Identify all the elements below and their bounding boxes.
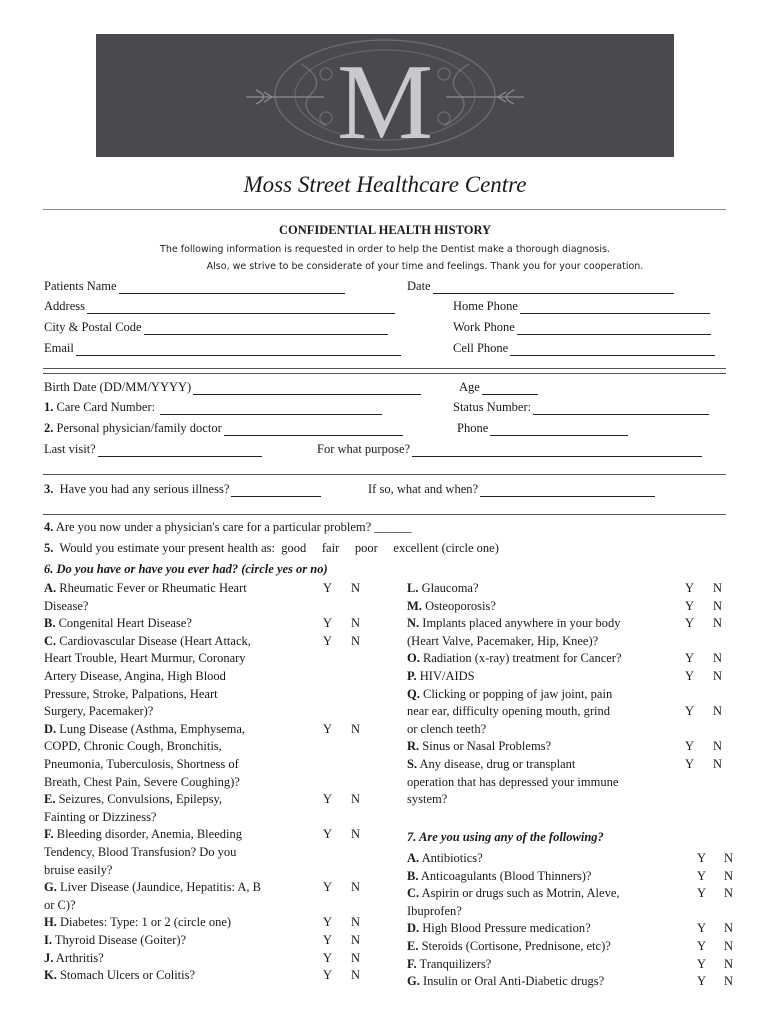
yes-option[interactable]: Y bbox=[685, 616, 695, 631]
condition-item: S. Any disease, drug or transplant operation that has depressed your immune system? bbox=[407, 757, 619, 807]
yes-option[interactable]: Y bbox=[697, 921, 707, 936]
condition-item: C. Aspirin or drugs such as Motrin, Aleve, Ibuprofen? bbox=[407, 886, 620, 918]
logo-ornament-icon bbox=[96, 34, 674, 157]
yes-option[interactable]: Y bbox=[685, 581, 695, 595]
age-field[interactable]: Age bbox=[459, 378, 538, 395]
condition-item: D. Lung Disease (Asthma, Emphysema, COPD, Chronic Cough, Bronchitis, Pneumonia, Tuberculosis, Shortness of Breath, Chest Pain, Severe Coughing)? bbox=[44, 721, 246, 789]
divider bbox=[43, 368, 726, 369]
yes-option[interactable]: Y bbox=[685, 704, 695, 719]
clinic-logo bbox=[96, 34, 674, 157]
yes-option[interactable]: Y bbox=[323, 880, 333, 895]
divider bbox=[43, 209, 726, 210]
condition-item: H. Diabetes: Type: 1 or 2 (circle one) bbox=[44, 915, 232, 930]
last-visit-field[interactable]: Last visit? bbox=[44, 440, 262, 457]
yes-option[interactable]: Y bbox=[685, 739, 695, 754]
email-field[interactable]: Email bbox=[44, 339, 401, 356]
no-option[interactable]: N bbox=[351, 880, 361, 895]
no-option[interactable]: N bbox=[724, 974, 734, 989]
no-option[interactable]: N bbox=[351, 915, 361, 930]
intro-line-1: The following information is requested in order to help the Dentist make a thorough diagnosis. bbox=[160, 244, 610, 255]
no-option[interactable]: N bbox=[713, 704, 723, 719]
visit-purpose-field[interactable]: For what purpose? bbox=[317, 440, 702, 457]
address-field[interactable]: Address bbox=[44, 297, 395, 314]
condition-item: D. High Blood Pressure medication? bbox=[407, 921, 591, 936]
yes-option[interactable]: Y bbox=[685, 651, 695, 666]
condition-item: C. Cardiovascular Disease (Heart Attack, Heart Trouble, Heart Murmur, Coronary Artery Disease, Angina, High Blood Pressure, Stroke, Palpations, Heart Surgery, Pacemaker)? bbox=[44, 633, 251, 719]
no-option[interactable]: N bbox=[724, 868, 734, 883]
yes-option[interactable]: Y bbox=[323, 633, 333, 648]
serious-illness-field[interactable]: 3. Have you had any serious illness? bbox=[44, 480, 321, 497]
condition-item: B. Congenital Heart Disease? bbox=[44, 616, 192, 631]
condition-item: F. Bleeding disorder, Anemia, Bleeding Tendency, Blood Transfusion? Do you bruise easily? bbox=[44, 827, 242, 877]
condition-item: E. Seizures, Convulsions, Epilepsy, Fainting or Dizziness? bbox=[44, 792, 223, 824]
condition-item: G. Liver Disease (Jaundice, Hepatitis: A, B or C)? bbox=[44, 880, 261, 912]
yes-option[interactable]: Y bbox=[697, 868, 707, 883]
patient-name-field[interactable]: Patients Name bbox=[44, 277, 345, 294]
no-option[interactable]: N bbox=[713, 669, 723, 683]
no-option[interactable]: N bbox=[351, 581, 361, 595]
no-option[interactable]: N bbox=[724, 939, 734, 953]
physician-field[interactable]: 2. Personal physician/family doctor bbox=[44, 419, 403, 436]
yes-option[interactable]: Y bbox=[697, 851, 707, 865]
yes-option[interactable]: Y bbox=[323, 616, 333, 631]
condition-item: L. Glaucoma? bbox=[407, 581, 479, 595]
no-option[interactable]: N bbox=[724, 886, 734, 901]
yes-option[interactable]: Y bbox=[685, 598, 695, 613]
condition-item: E. Steroids (Cortisone, Prednisone, etc)? bbox=[407, 939, 611, 953]
date-field[interactable]: Date bbox=[407, 277, 674, 294]
no-option[interactable]: N bbox=[351, 721, 361, 736]
clinic-name: Moss Street Healthcare Centre bbox=[243, 172, 527, 197]
no-option[interactable]: N bbox=[351, 827, 361, 842]
condition-item: R. Sinus or Nasal Problems? bbox=[407, 739, 552, 754]
no-option[interactable]: N bbox=[713, 757, 723, 771]
work-phone-field[interactable]: Work Phone bbox=[453, 318, 711, 335]
condition-item: A. Antibiotics? bbox=[407, 851, 483, 865]
question-7-heading: 7. Are you using any of the following? bbox=[407, 830, 604, 844]
condition-item: O. Radiation (x-ray) treatment for Cancer? bbox=[407, 651, 622, 666]
illness-when-field[interactable]: If so, what and when? bbox=[368, 480, 655, 497]
yes-option[interactable]: Y bbox=[685, 669, 695, 683]
no-option[interactable]: N bbox=[724, 851, 734, 865]
no-option[interactable]: N bbox=[351, 792, 361, 807]
yes-option[interactable]: Y bbox=[697, 956, 707, 971]
no-option[interactable]: N bbox=[351, 616, 361, 631]
cell-phone-field[interactable]: Cell Phone bbox=[453, 339, 715, 356]
yes-option[interactable]: Y bbox=[323, 915, 333, 930]
question-6-heading: 6. Do you have or have you ever had? (circle yes or no) bbox=[44, 562, 328, 576]
no-option[interactable]: N bbox=[351, 968, 361, 983]
yes-option[interactable]: Y bbox=[323, 968, 333, 983]
condition-item: F. Tranquilizers? bbox=[407, 956, 492, 971]
yes-option[interactable]: Y bbox=[323, 933, 333, 947]
logo-letter: M bbox=[336, 43, 434, 157]
no-option[interactable]: N bbox=[351, 633, 361, 648]
yes-option[interactable]: Y bbox=[323, 721, 333, 736]
condition-item: M. Osteoporosis? bbox=[407, 598, 496, 613]
condition-item: N. Implants placed anywhere in your body (Heart Valve, Pacemaker, Hip, Knee)? bbox=[407, 616, 621, 648]
question-4[interactable]: 4. Are you now under a physician's care for a particular problem? ______ bbox=[44, 520, 412, 534]
condition-item: I. Thyroid Disease (Goiter)? bbox=[44, 933, 187, 947]
status-number-field[interactable]: Status Number: bbox=[453, 398, 709, 415]
no-option[interactable]: N bbox=[351, 933, 361, 947]
yes-option[interactable]: Y bbox=[697, 939, 707, 953]
yes-option[interactable]: Y bbox=[697, 974, 707, 989]
condition-item: Q. Clicking or popping of jaw joint, pain near ear, difficulty opening mouth, grind or clench teeth? bbox=[407, 686, 613, 736]
no-option[interactable]: N bbox=[713, 598, 723, 613]
yes-option[interactable]: Y bbox=[697, 886, 707, 901]
condition-item: K. Stomach Ulcers or Colitis? bbox=[44, 968, 196, 983]
no-option[interactable]: N bbox=[724, 921, 734, 936]
birth-date-field[interactable]: Birth Date (DD/MM/YYYY) bbox=[44, 378, 421, 395]
yes-option[interactable]: Y bbox=[323, 827, 333, 842]
yes-option[interactable]: Y bbox=[323, 792, 333, 807]
care-card-field[interactable]: 1. Care Card Number: bbox=[44, 398, 382, 415]
condition-item: A. Rheumatic Fever or Rheumatic Heart Disease? bbox=[44, 581, 247, 613]
city-postal-field[interactable]: City & Postal Code bbox=[44, 318, 388, 335]
form-title: CONFIDENTIAL HEALTH HISTORY bbox=[278, 223, 492, 237]
no-option[interactable]: N bbox=[351, 950, 361, 965]
answer-line bbox=[43, 474, 726, 475]
yes-option[interactable]: Y bbox=[323, 950, 333, 965]
no-option[interactable]: N bbox=[713, 616, 723, 631]
condition-item: J. Arthritis? bbox=[44, 950, 104, 965]
physician-phone-field[interactable]: Phone bbox=[457, 419, 628, 436]
intro-line-2: Also, we strive to be considerate of your time and feelings. Thank you for your cooperation. bbox=[206, 261, 644, 272]
yes-option[interactable]: Y bbox=[685, 757, 695, 771]
divider bbox=[43, 373, 726, 374]
condition-item: G. Insulin or Oral Anti-Diabetic drugs? bbox=[407, 974, 605, 989]
no-option[interactable]: N bbox=[713, 739, 723, 754]
no-option[interactable]: N bbox=[724, 956, 734, 971]
yes-option[interactable]: Y bbox=[323, 581, 333, 595]
no-option[interactable]: N bbox=[713, 581, 723, 595]
answer-line bbox=[43, 514, 726, 515]
question-5[interactable]: 5. Would you estimate your present health as: good fair poor excellent (circle one) bbox=[44, 541, 499, 555]
no-option[interactable]: N bbox=[713, 651, 723, 666]
home-phone-field[interactable]: Home Phone bbox=[453, 297, 710, 314]
condition-item: P. HIV/AIDS bbox=[407, 669, 475, 683]
condition-item: B. Anticoagulants (Blood Thinners)? bbox=[407, 868, 592, 883]
